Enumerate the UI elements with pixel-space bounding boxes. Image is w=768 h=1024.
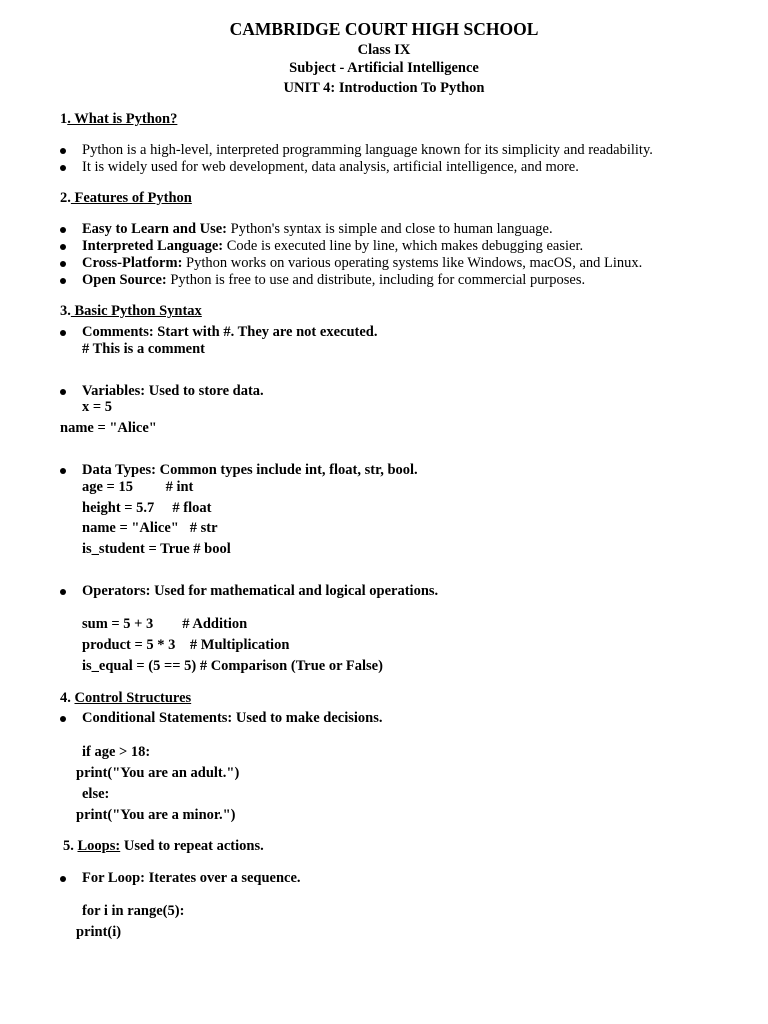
class-label: Class IX xyxy=(357,42,411,58)
s1-bullet-1: Python is a high-level, interpreted programming language known for its simplicity and readability. xyxy=(82,142,653,158)
bullet-icon xyxy=(58,383,68,400)
section-4-title: Control Structures xyxy=(74,690,192,706)
section-3-title: Basic Python Syntax xyxy=(70,303,202,319)
data-types-heading: Data Types: Common types include int, float, str, bool. xyxy=(82,462,418,478)
s1-bullet-2: It is widely used for web development, data analysis, artificial intelligence, and more. xyxy=(82,159,579,175)
feature-item: Cross-Platform: Python works on various operating systems like Windows, macOS, and Linux. xyxy=(82,255,643,271)
code-line: product = 5 * 3 # Multiplication xyxy=(82,637,290,653)
subject-label: Subject - Artificial Intelligence xyxy=(289,60,479,76)
bullet-icon xyxy=(58,462,68,479)
section-4-number: 4. xyxy=(60,690,71,706)
code-line: name = "Alice" # str xyxy=(82,520,218,536)
feature-item: Easy to Learn and Use: Python's syntax is simple and close to human language. xyxy=(82,221,553,237)
conditional-heading: Conditional Statements: Used to make decisions. xyxy=(82,710,383,726)
bullet-icon xyxy=(58,221,68,238)
bullet-icon xyxy=(58,255,68,272)
code-line: name = "Alice" xyxy=(60,420,157,436)
code-line: # This is a comment xyxy=(82,341,205,357)
section-3-heading xyxy=(60,303,202,320)
school-name: CAMBRIDGE COURT HIGH SCHOOL xyxy=(229,19,539,39)
code-line: else: xyxy=(82,786,110,802)
comments-heading: Comments: Start with #. They are not executed. xyxy=(82,324,378,340)
section-1-heading xyxy=(60,111,177,128)
code-line: sum = 5 + 3 # Addition xyxy=(82,616,248,632)
section-2-title: Features of Python xyxy=(70,190,192,206)
section-4-heading xyxy=(60,690,191,707)
bullet-icon xyxy=(58,272,68,289)
bullet-icon xyxy=(58,142,68,159)
section-1-number: 1 xyxy=(60,111,68,127)
section-5-text: Used to repeat actions. xyxy=(120,838,264,854)
unit-title: UNIT 4: Introduction To Python xyxy=(283,80,485,96)
code-line: is_equal = (5 == 5) # Comparison (True or False) xyxy=(82,658,383,674)
bullet-icon xyxy=(58,710,68,727)
feature-item: Open Source: Python is free to use and distribute, including for commercial purposes. xyxy=(82,272,586,288)
code-line: print("You are an adult.") xyxy=(76,765,240,781)
section-5-number: 5. xyxy=(63,838,74,854)
code-line: for i in range(5): xyxy=(82,903,185,919)
code-line: x = 5 xyxy=(82,399,113,415)
bullet-icon xyxy=(58,238,68,255)
operators-heading: Operators: Used for mathematical and logical operations. xyxy=(82,583,439,599)
code-line: print(i) xyxy=(76,924,122,940)
for-loop-heading: For Loop: Iterates over a sequence. xyxy=(82,870,301,886)
bullet-icon xyxy=(58,583,68,600)
section-2-heading xyxy=(60,190,192,207)
code-line: height = 5.7 # float xyxy=(82,500,212,516)
section-1-title: . What is Python? xyxy=(67,111,178,127)
section-5-title: Loops: xyxy=(77,838,121,854)
code-line: print("You are a minor.") xyxy=(76,807,236,823)
bullet-icon xyxy=(58,324,68,341)
code-line: is_student = True # bool xyxy=(82,541,231,557)
feature-item: Interpreted Language: Code is executed line by line, which makes debugging easier. xyxy=(82,238,584,254)
bullet-icon xyxy=(58,870,68,887)
bullet-icon xyxy=(58,159,68,176)
code-line: if age > 18: xyxy=(82,744,151,760)
variables-heading: Variables: Used to store data. xyxy=(82,383,264,399)
section-5-heading xyxy=(63,838,264,855)
code-line: age = 15 # int xyxy=(82,479,194,495)
section-2-number: 2. xyxy=(60,190,71,206)
section-3-number: 3. xyxy=(60,303,71,319)
